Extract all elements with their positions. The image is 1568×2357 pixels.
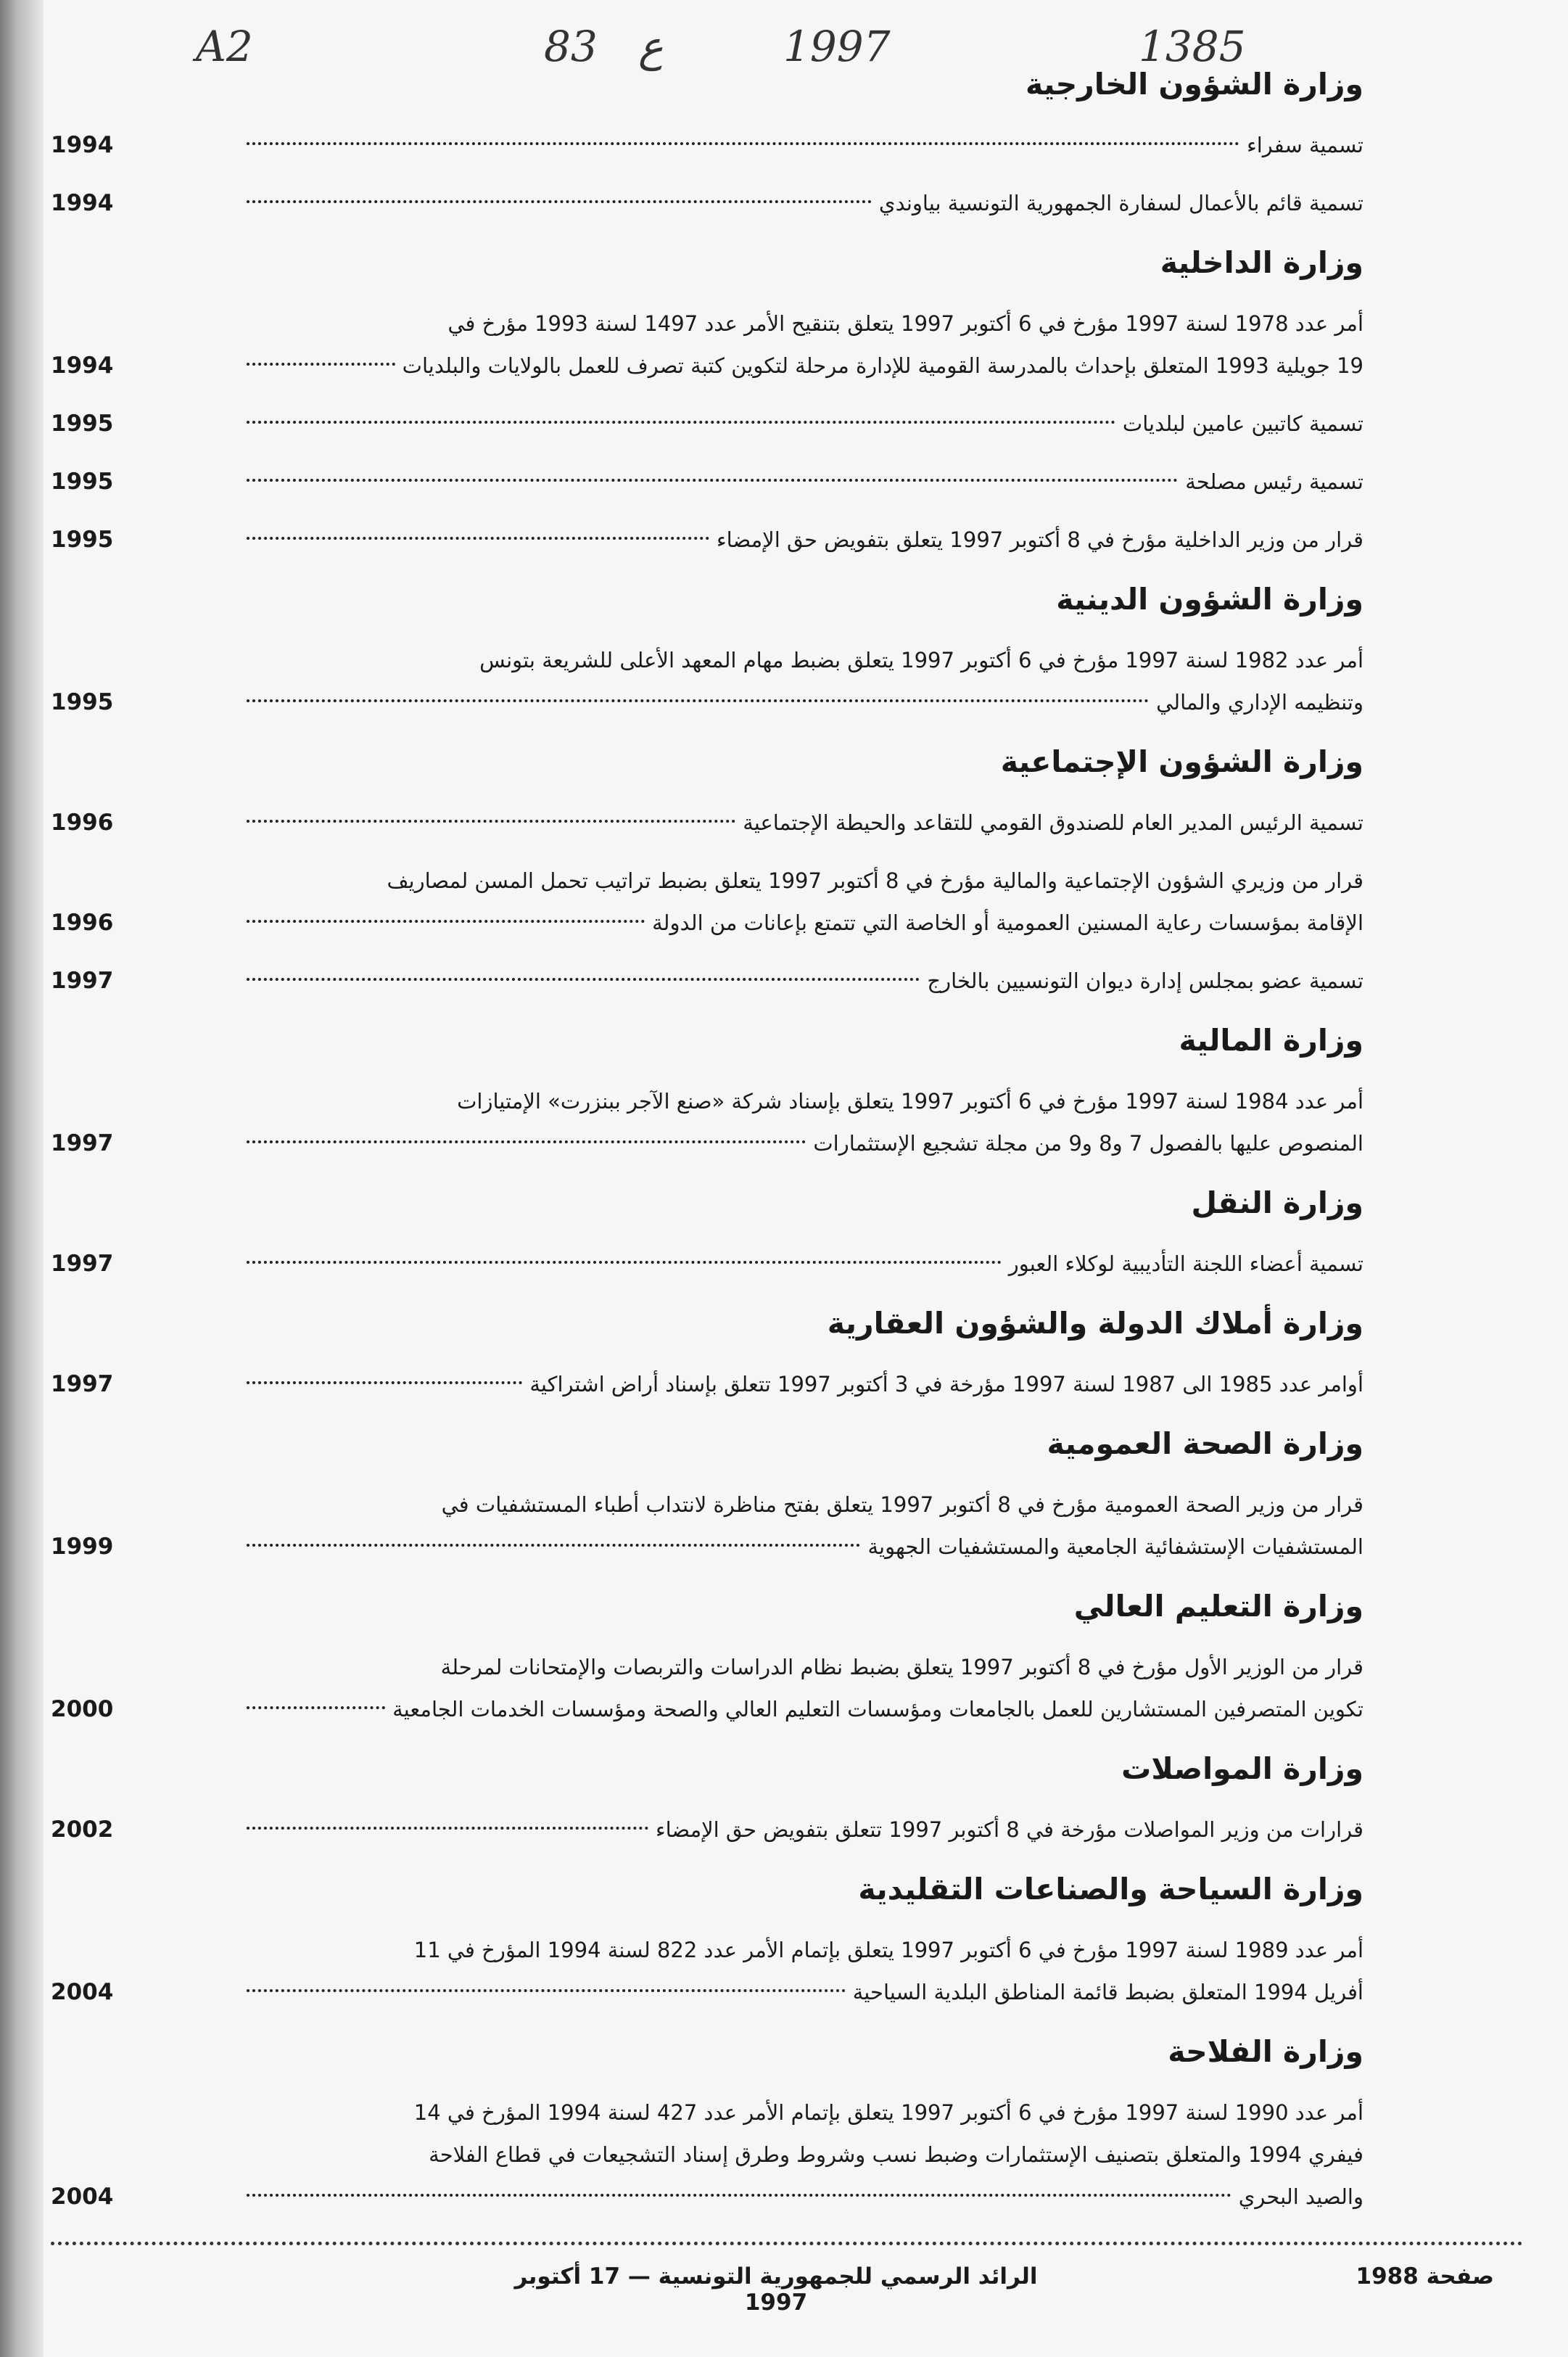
entry-text-line: أمر عدد 1978 لسنة 1997 مؤرخ في 6 أكتوبر 1997 يتعلق بتنقيح الأمر عدد 1497 لسنة 1993 مؤرخ في — [447, 311, 1363, 336]
ministry-title: وزارة الصحة العمومية — [1047, 1426, 1363, 1461]
ministry-section — [51, 1746, 1363, 1851]
entry-page-number: 1994 — [51, 132, 114, 158]
entry-page-number: 1995 — [51, 469, 114, 495]
dot-leader — [247, 537, 709, 540]
toc-entry — [51, 182, 1363, 224]
entry-text-line: أوامر عدد 1985 الى 1987 لسنة 1997 مؤرخة في 3 أكتوبر 1997 تتعلق بإسناد أراض اشتراكية — [529, 1372, 1363, 1396]
entry-page-number: 1997 — [51, 1130, 114, 1156]
footer-page-number: صفحة 1988 — [1356, 2263, 1494, 2290]
entry-text-line: الإقامة بمؤسسات رعاية المسنين العمومية أو الخاصة التي تتمتع بإعانات من الدولة — [652, 910, 1363, 935]
toc-entry — [51, 1929, 1363, 2013]
dot-leader — [247, 699, 1149, 702]
entry-page-number: 1997 — [51, 968, 114, 994]
dot-leader — [247, 1261, 1002, 1264]
toc-entry — [51, 1080, 1363, 1164]
ministry-section — [51, 2029, 1363, 2218]
ministry-title: وزارة الداخلية — [1160, 245, 1363, 280]
entry-text-line: أمر عدد 1989 لسنة 1997 مؤرخ في 6 أكتوبر 1997 يتعلق بإتمام الأمر عدد 822 لسنة 1994 المؤرخ في 11 — [413, 1938, 1363, 1962]
entry-text-line: المستشفيات الإستشفائية الجامعية والمستشفيات الجهوية — [867, 1534, 1363, 1559]
dot-leader — [247, 978, 920, 981]
ministry-section — [51, 1421, 1363, 1568]
dot-leader — [247, 421, 1115, 424]
handwriting-83: 83 — [544, 22, 598, 71]
entry-page-number: 2000 — [51, 1696, 114, 1722]
ministry-title: وزارة المالية — [1179, 1023, 1363, 1058]
toc-entry — [51, 802, 1363, 844]
ministry-section — [51, 62, 1363, 224]
ministry-section — [51, 577, 1363, 723]
ministry-title: وزارة النقل — [1191, 1185, 1363, 1220]
dot-leader — [247, 1544, 860, 1547]
ministry-section — [51, 240, 1363, 561]
entry-text-line: أمر عدد 1984 لسنة 1997 مؤرخ في 6 أكتوبر 1997 يتعلق بإسناد شركة «صنع الآجر ببنزرت» الإمتيازات — [457, 1089, 1363, 1114]
entry-page-number: 1996 — [51, 910, 114, 936]
dot-leader — [247, 1827, 648, 1830]
ministry-section — [51, 1180, 1363, 1285]
entry-text-line: المنصوص عليها بالفصول 7 و8 و9 من مجلة تشجيع الإستثمارات — [813, 1131, 1363, 1156]
ministry-title: وزارة الشؤون الإجتماعية — [1000, 744, 1363, 779]
entry-text-line: تسمية قائم بالأعمال لسفارة الجمهورية التونسية بياوندي — [878, 191, 1363, 215]
entry-page-number: 1996 — [51, 810, 114, 836]
toc-entry — [51, 1484, 1363, 1568]
toc-entry — [51, 860, 1363, 944]
toc-entry — [51, 2091, 1363, 2218]
entry-page-number: 2004 — [51, 2184, 114, 2210]
dot-leader — [247, 820, 735, 823]
toc-entry — [51, 461, 1363, 503]
dot-leader — [247, 142, 1239, 145]
entry-text-line: قرار من وزيري الشؤون الإجتماعية والمالية مؤرخ في 8 أكتوبر 1997 يتعلق بضبط تراتيب تحمل المسن لمصاريف — [387, 868, 1363, 893]
toc-entry — [51, 1809, 1363, 1851]
dot-leader — [247, 1989, 846, 1992]
ministry-title: وزارة التعليم العالي — [1073, 1589, 1363, 1624]
entry-text-line: فيفري 1994 والمتعلق بتصنيف الإستثمارات وضبط نسب وشروط وطرق إسناد التشجيعات في قطاع الفلاحة — [429, 2142, 1363, 2167]
entry-text-line: تسمية الرئيس المدير العام للصندوق القومي للتقاعد والحيطة الإجتماعية — [743, 810, 1363, 835]
entry-page-number: 1995 — [51, 411, 114, 437]
handwriting-a2: A2 — [196, 22, 253, 71]
dot-leader — [247, 1706, 385, 1709]
entry-page-number: 1997 — [51, 1251, 114, 1277]
ministry-title: وزارة أملاك الدولة والشؤون العقارية — [827, 1306, 1363, 1341]
scan-edge-shadow — [0, 0, 44, 2357]
dot-leader — [247, 479, 1178, 482]
entry-page-number: 1994 — [51, 190, 114, 216]
entry-text-line: تسمية عضو بمجلس إدارة ديوان التونسيين بالخارج — [927, 968, 1363, 993]
entry-text-line: تسمية رئيس مصلحة — [1185, 469, 1363, 494]
toc-entry — [51, 1363, 1363, 1405]
ministry-title: وزارة المواصلات — [1121, 1751, 1363, 1786]
ministry-title: وزارة السياحة والصناعات التقليدية — [858, 1872, 1363, 1906]
page-footer — [51, 2263, 1523, 2316]
entry-page-number: 2004 — [51, 1979, 114, 2005]
ministry-title: وزارة الفلاحة — [1168, 2034, 1363, 2069]
entry-page-number: 2002 — [51, 1817, 114, 1843]
ministry-title: وزارة الشؤون الدينية — [1056, 582, 1363, 617]
toc-entry — [51, 519, 1363, 561]
entry-text-line: أمر عدد 1982 لسنة 1997 مؤرخ في 6 أكتوبر 1997 يتعلق بضبط مهام المعهد الأعلى للشريعة بتونس — [479, 648, 1363, 672]
entry-page-number: 1995 — [51, 527, 114, 553]
toc-entry — [51, 639, 1363, 723]
dot-leader — [247, 1381, 522, 1384]
ministry-section — [51, 1301, 1363, 1405]
ministry-section — [51, 1867, 1363, 2013]
entry-text-line: أفريل 1994 المتعلق بضبط قائمة المناطق البلدية السياحية — [852, 1980, 1363, 2004]
table-of-contents — [51, 62, 1363, 2234]
entry-page-number: 1997 — [51, 1371, 114, 1397]
ministry-section — [51, 1018, 1363, 1164]
entry-text-line: وتنظيمه الإداري والمالي — [1156, 690, 1363, 715]
toc-entry — [51, 124, 1363, 166]
entry-page-number: 1999 — [51, 1534, 114, 1560]
dot-leader — [247, 200, 872, 203]
toc-entry — [51, 1646, 1363, 1730]
entry-text-line: تكوين المتصرفين المستشارين للعمل بالجامعات ومؤسسات التعليم العالي والصحة ومؤسسات الخدمات الجامعية — [392, 1697, 1363, 1722]
dot-leader — [247, 1140, 806, 1143]
ministry-title: وزارة الشؤون الخارجية — [1026, 67, 1363, 102]
handwriting-number: 1385 — [1139, 22, 1246, 71]
entry-page-number: 1994 — [51, 353, 114, 379]
dot-leader — [247, 363, 395, 366]
toc-entry — [51, 303, 1363, 387]
handwriting-ain: ع — [638, 22, 664, 71]
entry-text-line: تسمية أعضاء اللجنة التأديبية لوكلاء العبور — [1008, 1251, 1363, 1276]
footer-divider — [51, 2242, 1523, 2245]
entry-text-line: تسمية كاتبين عامين لبلديات — [1122, 411, 1363, 436]
toc-entry — [51, 960, 1363, 1002]
entry-text-line: قرار من وزير الداخلية مؤرخ في 8 أكتوبر 1997 يتعلق بتفويض حق الإمضاء — [717, 527, 1363, 552]
entry-text-line: قرار من وزير الصحة العمومية مؤرخ في 8 أكتوبر 1997 يتعلق بفتح مناظرة لانتداب أطباء المستشفيات في — [441, 1492, 1363, 1517]
handwriting-year: 1997 — [783, 22, 891, 71]
ministry-section — [51, 1584, 1363, 1730]
entry-text-line: قرار من الوزير الأول مؤرخ في 8 أكتوبر 1997 يتعلق بضبط نظام الدراسات والتربصات والإمتحانات لمرحلة — [440, 1655, 1363, 1679]
toc-entry — [51, 403, 1363, 445]
footer-journal-title: الرائد الرسمي للجمهورية التونسية — 17 أكتوبر 1997 — [514, 2263, 1038, 2316]
entry-page-number: 1995 — [51, 689, 114, 715]
entry-text-line: قرارات من وزير المواصلات مؤرخة في 8 أكتوبر 1997 تتعلق بتفويض حق الإمضاء — [655, 1817, 1363, 1842]
entry-text-line: أمر عدد 1990 لسنة 1997 مؤرخ في 6 أكتوبر 1997 يتعلق بإتمام الأمر عدد 427 لسنة 1994 المؤرخ في 14 — [413, 2100, 1363, 2125]
dot-leader — [247, 2194, 1231, 2197]
ministry-section — [51, 739, 1363, 1002]
entry-text-line: والصيد البحري — [1238, 2184, 1363, 2209]
entry-text-line: 19 جويلية 1993 المتعلق بإحداث بالمدرسة القومية للإدارة مرحلة لتكوين كتبة تصرف للعمل بالولايات والبلديات — [402, 353, 1363, 378]
entry-text-line: تسمية سفراء — [1247, 133, 1363, 157]
dot-leader — [247, 920, 645, 923]
toc-entry — [51, 1243, 1363, 1285]
